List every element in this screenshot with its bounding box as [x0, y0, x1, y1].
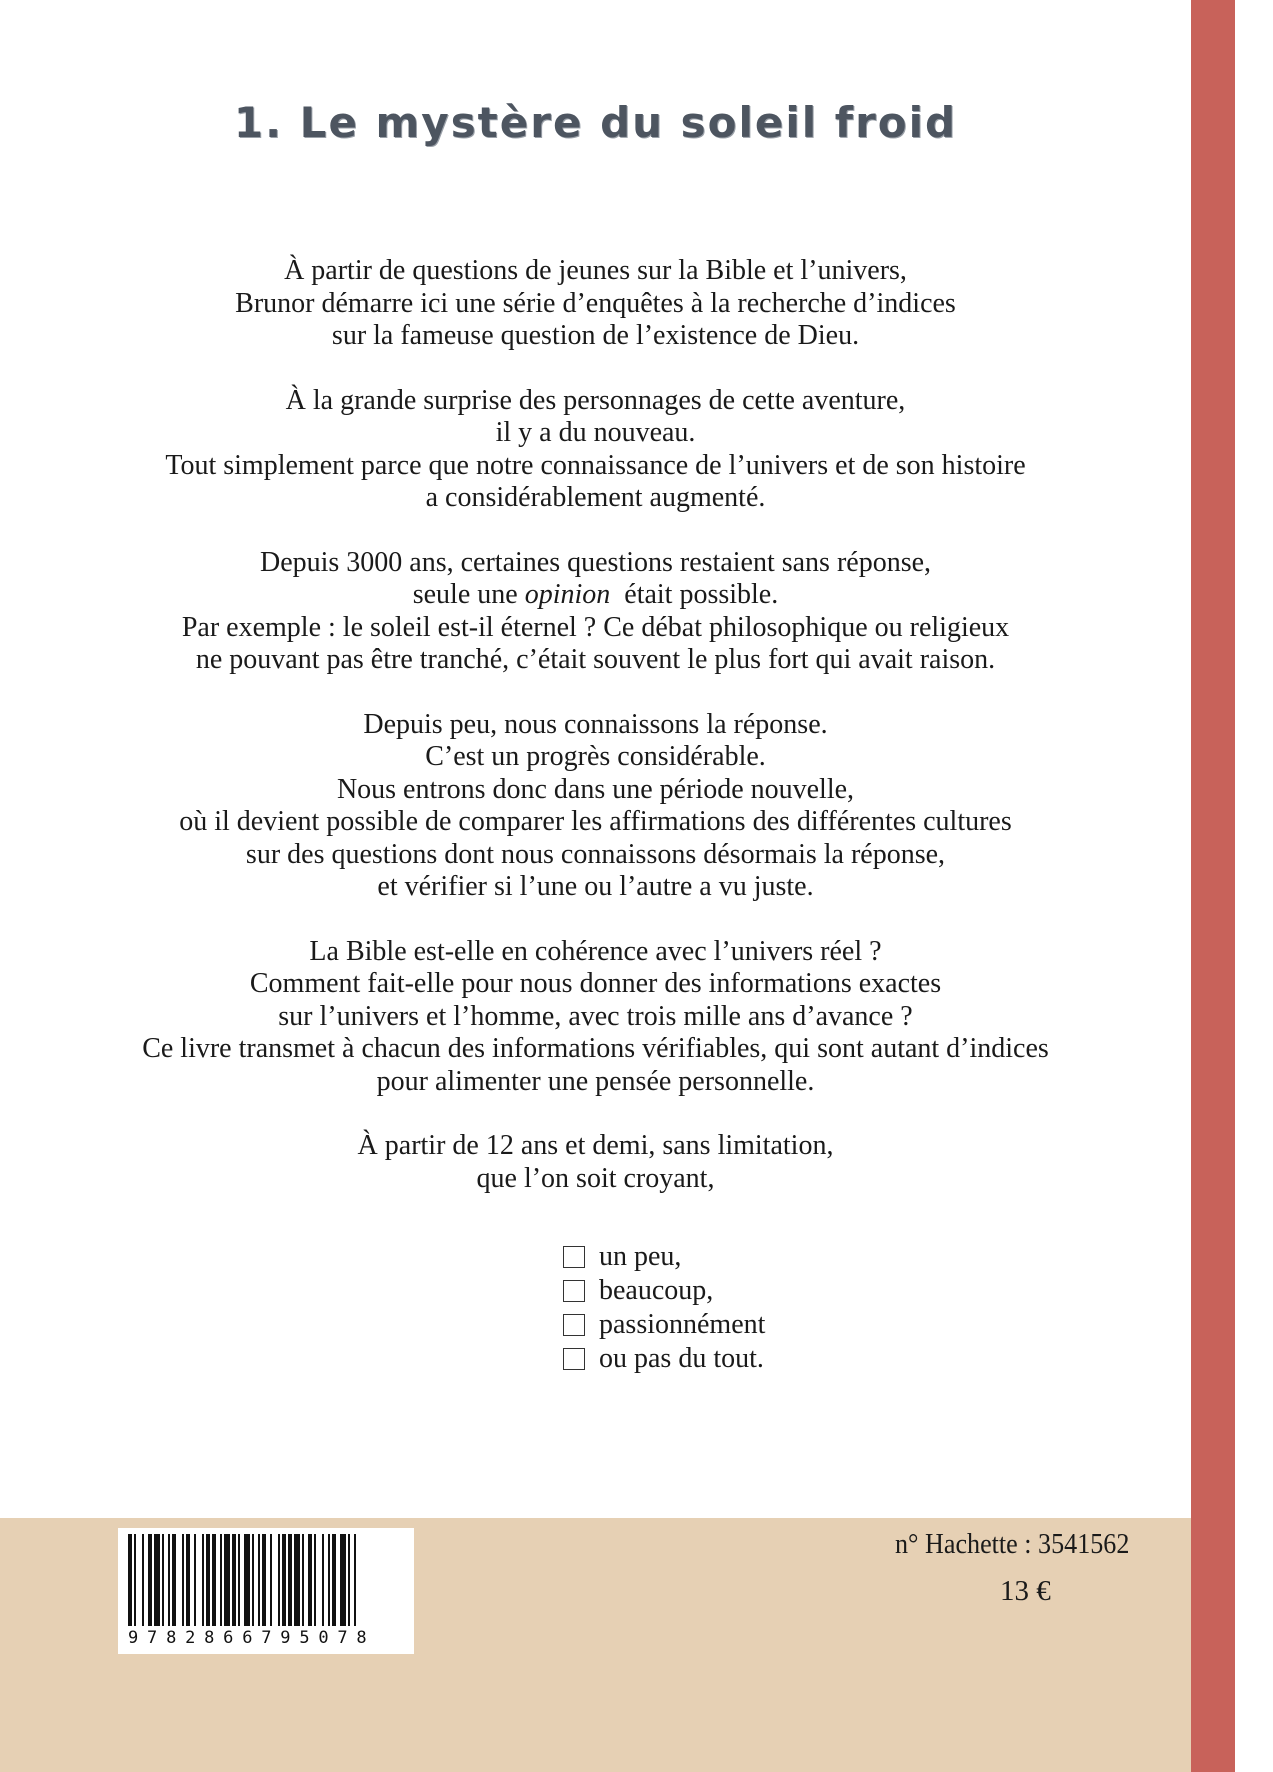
barcode-bar [162, 1534, 164, 1626]
barcode-bar [154, 1534, 160, 1626]
barcode-bar [148, 1534, 152, 1626]
text-line: pour alimenter une pensée personnelle. [376, 1065, 815, 1097]
barcode-bar [220, 1534, 222, 1626]
text-line: C’est un progrès considérable. [425, 741, 766, 772]
barcode-bar [322, 1534, 324, 1626]
barcode-bar [194, 1534, 196, 1626]
paragraph-5 [0, 936, 1191, 1099]
barcode-bar [128, 1534, 132, 1626]
barcode-bar [278, 1534, 280, 1626]
paragraph-1 [0, 255, 1191, 353]
checkbox-icon [563, 1348, 585, 1370]
text-line: sur des questions dont nous connaissons désormais la réponse, [245, 838, 946, 870]
text-line: Comment fait-elle pour nous donner des informations exactes [249, 968, 942, 999]
barcode-bar [282, 1534, 286, 1626]
blurb [0, 255, 1191, 1227]
text-line: Depuis 3000 ans, certaines questions restaient sans réponse, [259, 546, 932, 578]
barcode-bars [128, 1534, 404, 1626]
barcode-bar [212, 1534, 216, 1626]
text-segment: seule une [412, 579, 525, 610]
option-label: ou pas du tout. [599, 1343, 764, 1374]
barcode-bar [258, 1534, 260, 1626]
text-line: Ce livre transmet à chacun des informations vérifiables, qui sont autant d’indices [142, 1033, 1049, 1064]
text-line [0, 579, 1191, 612]
text-segment: était possible. [610, 579, 779, 610]
text-line: Brunor démarre ici une série d’enquêtes à la recherche d’indices [235, 287, 956, 319]
text-line: et vérifier si l’une ou l’autre a vu juste. [377, 871, 814, 902]
barcode-bar [328, 1534, 330, 1626]
barcode-bar [206, 1534, 210, 1626]
checkbox-icon [563, 1280, 585, 1302]
paragraph-2 [0, 385, 1191, 515]
barcode-bar [252, 1534, 254, 1626]
barcode-bar [168, 1534, 170, 1626]
barcode-bar [202, 1534, 204, 1626]
barcode-bar [340, 1534, 346, 1626]
barcode-bar [288, 1534, 292, 1626]
barcode-bar [308, 1534, 312, 1626]
hachette-number: n° Hachette : 3541562 [895, 1528, 1130, 1560]
barcode-bar [244, 1534, 250, 1626]
barcode-bar [348, 1534, 350, 1626]
series-title: Les indices pensables [1233, 79, 1273, 540]
checkbox-icon [563, 1314, 585, 1336]
barcode-digits: 9782866795078 [128, 1628, 376, 1648]
option-passionnement [563, 1308, 765, 1342]
text-line: Tout simplement parce que notre connaissance de l’univers et de son histoire [165, 449, 1026, 481]
barcode-bar [182, 1534, 184, 1626]
spine-strip [1191, 0, 1273, 1772]
audience-text [0, 1130, 1191, 1195]
belief-options [563, 1240, 765, 1376]
option-label: beaucoup, [599, 1275, 714, 1306]
paragraph-3 [0, 547, 1191, 677]
text-line: À la grande surprise des personnages de cette aventure, [285, 384, 906, 416]
barcode-bar [302, 1534, 304, 1626]
italic-word: opinion [524, 579, 611, 610]
text-line: sur l’univers et l’homme, avec trois mille ans d’avance ? [278, 1000, 913, 1032]
barcode-bar [238, 1534, 240, 1626]
isbn-barcode [118, 1528, 414, 1654]
barcode-bar [232, 1534, 236, 1626]
option-label: un peu, [599, 1241, 682, 1272]
text-line: À partir de questions de jeunes sur la Bible et l’univers, [284, 255, 907, 286]
text-line: où il devient possible de comparer les affirmations des différentes cultures [179, 806, 1012, 837]
barcode-bar [354, 1534, 356, 1626]
text-line: Par exemple : le soleil est-il éternel ? Ce débat philosophique ou religieux [181, 611, 1010, 643]
option-beaucoup [563, 1274, 765, 1308]
text-line: a considérablement augmenté. [425, 482, 766, 513]
text-line: La Bible est-elle en cohérence avec l’univers réel ? [309, 935, 882, 967]
barcode-bar [332, 1534, 336, 1626]
barcode-bar [262, 1534, 266, 1626]
text-line: sur la fameuse question de l’existence de Dieu. [331, 320, 860, 351]
barcode-bar [294, 1534, 300, 1626]
barcode-bar [172, 1534, 176, 1626]
text-line: ne pouvant pas être tranché, c’était souvent le plus fort qui avait raison. [195, 644, 996, 675]
barcode-bar [186, 1534, 190, 1626]
book-title: 1. Le mystère du soleil froid [233, 98, 958, 147]
text-line: il y a du nouveau. [495, 417, 696, 448]
barcode-bar [134, 1534, 136, 1626]
price: 13 € [1000, 1575, 1051, 1607]
barcode-bar [142, 1534, 144, 1626]
paragraph-4 [0, 709, 1191, 904]
text-line: Nous entrons donc dans une période nouvelle, [336, 773, 855, 805]
text-line: que l’on soit croyant, [476, 1162, 715, 1194]
text-line: Depuis peu, nous connaissons la réponse. [363, 708, 828, 740]
option-label: passionnément [599, 1309, 766, 1340]
option-pas-du-tout [563, 1342, 765, 1376]
checkbox-icon [563, 1246, 585, 1268]
barcode-bar [314, 1534, 316, 1626]
option-un-peu [563, 1240, 765, 1274]
text-line: À partir de 12 ans et demi, sans limitation, [357, 1130, 834, 1161]
barcode-bar [224, 1534, 230, 1626]
barcode-bar [270, 1534, 272, 1626]
